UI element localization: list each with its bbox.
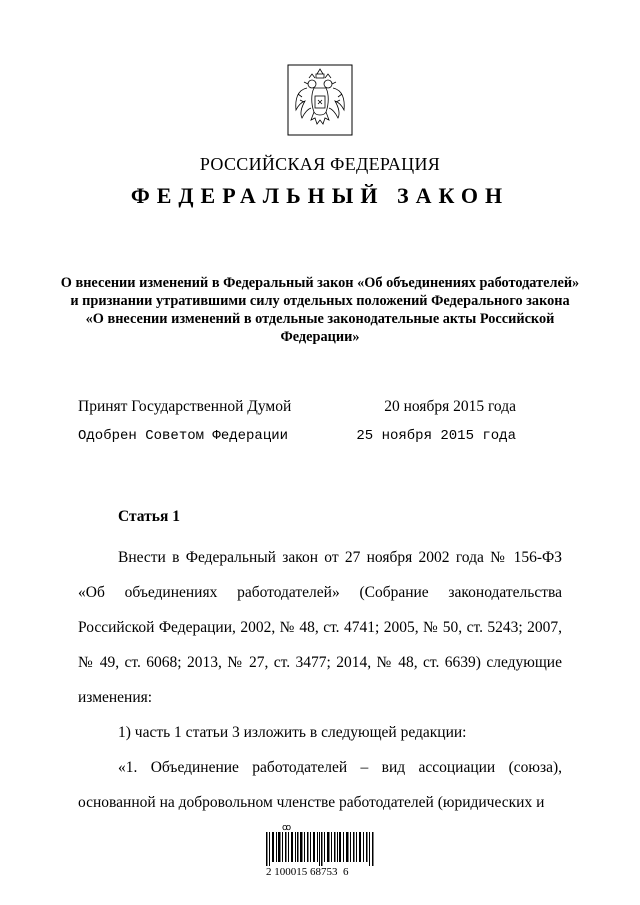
coat-of-arms-icon xyxy=(287,64,353,136)
law-type-title: ФЕДЕРАЛЬНЫЙ ЗАКОН xyxy=(130,183,510,208)
barcode xyxy=(262,822,378,880)
article-heading: Статья 1 xyxy=(118,508,180,525)
barcode-mark: ꝏ xyxy=(282,822,292,832)
council-approval-label: Одобрен Советом Федерации xyxy=(78,428,289,444)
council-approval-date: 25 ноября 2015 года xyxy=(356,428,516,444)
duma-adoption-date: 20 ноября 2015 года xyxy=(384,398,516,415)
duma-adoption-label: Принят Государственной Думой xyxy=(78,398,292,415)
article-paragraph: Внести в Федеральный закон от 27 ноября 2002 года № 156-ФЗ «Об объединениях работодателей» (Собрание законодательства Российской Федерации, 2002, № 48, ст. 4741; 2005, № 50, ст. 5243; 2007, № 49, ст. 6068; 2013, № 27, ст. 3477; 2014, № 48, ст. 6639) следующие изменения: xyxy=(78,549,562,706)
law-subject: О внесении изменений в Федеральный закон «Об объединениях работодателей» и признании утратившими силу отдельных положений Федерального закона «О внесении изменений в отдельные законодательные акты Российской Федерации» xyxy=(60,275,580,345)
article-paragraph: «1. Объединение работодателей – вид ассоциации (союза), основанной на добровольном членстве работодателей (юридических и xyxy=(78,759,562,811)
barcode-bars-icon xyxy=(266,832,374,866)
barcode-number: 2 100015 68753 6 xyxy=(266,866,349,878)
article-paragraph: 1) часть 1 статьи 3 изложить в следующей редакции: xyxy=(118,724,467,741)
article-body xyxy=(78,540,562,820)
country-name: РОССИЙСКАЯ ФЕДЕРАЦИЯ xyxy=(199,154,441,174)
